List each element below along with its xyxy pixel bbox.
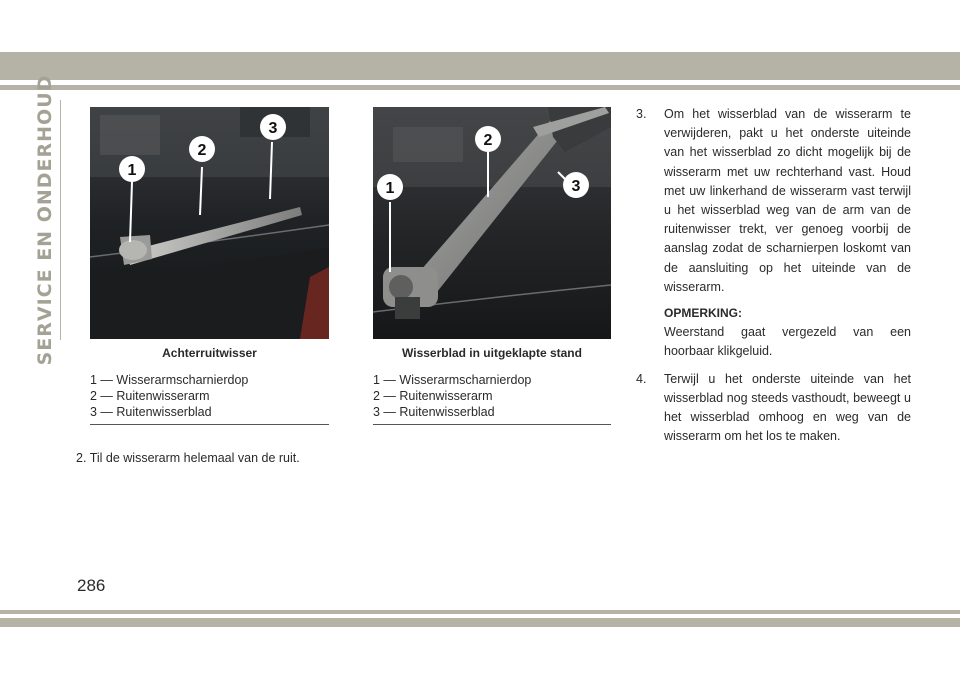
footer-rule [0, 610, 960, 614]
step-text: Til de wisserarm helemaal van de ruit. [89, 451, 300, 465]
callout-3: 3 [571, 178, 581, 195]
step-2 [76, 451, 300, 465]
raised-wiper-photo [373, 107, 611, 339]
step-number: 2. [76, 451, 87, 465]
note-heading: OPMERKING: [664, 306, 742, 321]
legend-item: 2 — Ruitenwisserarm [373, 389, 493, 403]
step-number: 4. [636, 371, 647, 386]
legend-item: 2 — Ruitenwisserarm [90, 389, 210, 403]
section-title-rule [60, 100, 61, 340]
instructions-column [636, 105, 911, 446]
legend-divider [373, 424, 611, 425]
header-rule [0, 85, 960, 90]
legend-item: 1 — Wisserarmscharnierdop [373, 373, 532, 387]
callout-2: 2 [197, 142, 207, 159]
rear-wiper-photo [90, 107, 329, 339]
section-title-vertical [27, 74, 63, 366]
step-text: Terwijl u het onderste uiteinde van het wisserblad nog steeds vasthoudt, beweegt u het wisserblad omhoog en weg van de wisserarm om het los te maken. [664, 371, 911, 444]
figure-caption: Wisserblad in uitgeklapte stand [402, 346, 582, 360]
callout-2: 2 [483, 132, 493, 149]
footer-band [0, 618, 960, 627]
page-number: 286 [77, 576, 106, 595]
step-number: 3. [636, 107, 647, 121]
callout-1: 1 [127, 162, 137, 179]
figure-legend [373, 372, 531, 420]
step-text: Om het wisserblad van de wisserarm te verwijderen, pakt u het onderste uiteinde van het wisserblad zo dicht mogelijk bij de wisserarm met uw rechterhand vast. Houd met uw linkerhand de wisserarm vast terwijl u het wisserblad weg van de arm van de ruitenwisser trekt, ver genoeg voorbij de aanslag zodat de scharnierpen loskomt van de aansluiting op het uiteinde van de wisserarm. [664, 107, 911, 294]
callout-1: 1 [385, 180, 395, 197]
note-text: Weerstand gaat vergezeld van een hoorbaar klikgeluid. [664, 325, 911, 359]
figure-legend [90, 372, 248, 420]
legend-item: 3 — Ruitenwisserblad [90, 405, 212, 419]
legend-divider [90, 424, 329, 425]
figure-caption: Achterruitwisser [162, 346, 257, 360]
legend-item: 3 — Ruitenwisserblad [373, 405, 495, 419]
step-4 [636, 370, 911, 447]
section-title: SERVICE EN ONDERHOUD [34, 74, 56, 366]
legend-item: 1 — Wisserarmscharnierdop [90, 373, 249, 387]
callout-3: 3 [268, 120, 278, 137]
header-band [0, 52, 960, 80]
step-3 [636, 105, 911, 297]
